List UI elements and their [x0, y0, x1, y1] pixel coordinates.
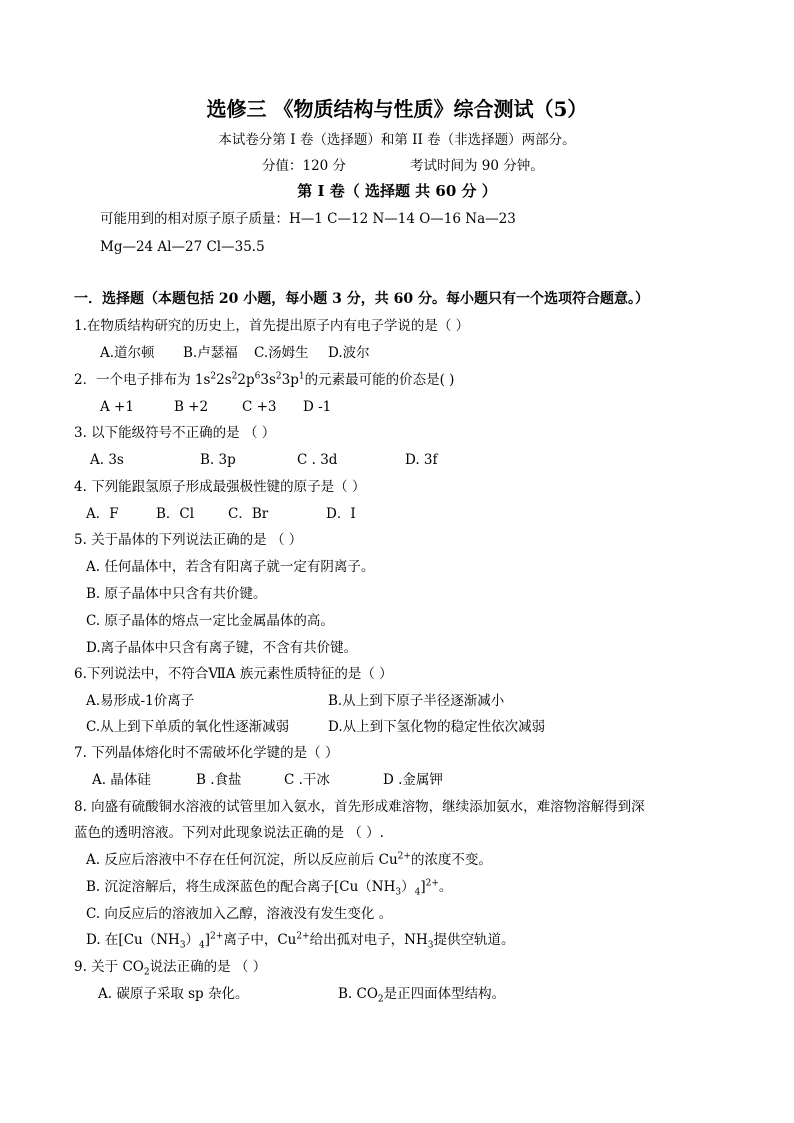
- question-3-option-d: D. 3f: [405, 452, 438, 468]
- section-one-heading: 一．选择题（本题包括 20 小题，每小题 3 分，共 60 分。每小题只有一个选项符合题意。）: [74, 291, 649, 307]
- question-6-option-b: B.从上到下原子半径逐渐减小: [328, 693, 505, 709]
- page-title: 选修三 《物质结构与性质》综合测试（5）: [206, 97, 588, 121]
- question-7-option-b: B .食盐: [196, 772, 242, 788]
- question-5-option-d: D.离子晶体中只含有离子键，不含有共价键。: [86, 640, 358, 656]
- score-info: 分值：120 分: [262, 158, 347, 174]
- question-5-option-c: C. 原子晶体的熔点一定比金属晶体的高。: [86, 613, 334, 629]
- question-9-stem: 9. 关于 $CO_2$说法正确的是 （ ）: [74, 959, 267, 978]
- question-8-stem-line2: 蓝色的透明溶液。下列对此现象说法正确的是 （ ）.: [74, 825, 384, 841]
- question-3-option-b: B. 3p: [200, 452, 236, 468]
- question-2-option-d: D -1: [303, 399, 332, 415]
- question-8-stem-line1: 8. 向盛有硫酸铜水溶液的试管里加入氨水，首先形成难溶物，继续添加氨水，难溶物溶解得到深: [74, 799, 645, 815]
- question-6-option-a: A.易形成-1价离子: [86, 693, 195, 709]
- question-2-option-b: B +2: [174, 399, 209, 415]
- question-4-option-b: B．Cl: [156, 506, 195, 522]
- question-7-option-a: A. 晶体硅: [92, 772, 151, 788]
- atomic-masses-line1: 可能用到的相对原子原子质量：H—1 C—12 N—14 O—16 Na—23: [100, 211, 516, 227]
- question-4-option-a: A．F: [86, 506, 119, 522]
- question-1-stem: 1.在物质结构研究的历史上，首先提出原子内有电子学说的是（ ）: [74, 318, 470, 334]
- question-8-option-d: D. 在$[Cu(NH_3)_4]^{2+}$离子中，$Cu^{2+}$给出孤对电子，$NH_3$提供空轨道。: [86, 931, 515, 951]
- question-4-stem: 4. 下列能跟氢原子形成最强极性键的原子是（ ）: [74, 479, 366, 495]
- question-7-stem: 7. 下列晶体熔化时不需破坏化学键的是（ ）: [74, 745, 339, 761]
- question-4-option-c: C．Br: [228, 506, 269, 522]
- question-1-option-b: B.卢瑟福: [183, 345, 238, 361]
- question-6-stem: 6.下列说法中，不符合ⅦA 族元素性质特征的是（ ）: [74, 666, 393, 682]
- question-6-option-d: D.从上到下氢化物的稳定性依次减弱: [328, 719, 546, 735]
- question-1-option-a: A.道尔顿: [100, 345, 155, 361]
- question-8-option-a: A. 反应后溶液中不存在任何沉淀，所以反应前后 $Cu^{2+}$的浓度不变。: [86, 851, 492, 868]
- question-2-option-a: A +1: [100, 399, 134, 415]
- question-3-stem: 3. 以下能级符号不正确的是 （ ）: [74, 425, 276, 441]
- question-8-option-c: C. 向反应后的溶液加入乙醇，溶液没有发生变化 。: [86, 906, 393, 922]
- paper-intro: 本试卷分第 I 卷（选择题）和第 II 卷（非选择题）两部分。: [218, 132, 576, 148]
- question-5-stem: 5. 关于晶体的下列说法正确的是 （ ）: [74, 532, 303, 548]
- part-one-heading: 第 I 卷（ 选择题 共 60 分 ）: [297, 182, 497, 200]
- question-3-option-c: C . 3d: [297, 452, 338, 468]
- question-9-option-b: B. $CO_2$是正四面体型结构。: [338, 986, 506, 1005]
- question-7-option-c: C .干冰: [284, 772, 330, 788]
- question-3-option-a: A. 3s: [90, 452, 124, 468]
- question-7-option-d: D .金属钾: [383, 772, 443, 788]
- question-9-option-a: A. 碳原子采取 sp 杂化。: [98, 986, 249, 1002]
- question-2-option-c: C +3: [242, 399, 277, 415]
- question-1-option-c: C.汤姆生: [254, 345, 309, 361]
- atomic-masses-line2: Mg—24 Al—27 Cl—35.5: [100, 239, 265, 255]
- question-5-option-b: B. 原子晶体中只含有共价键。: [86, 586, 267, 602]
- question-5-option-a: A. 任何晶体中，若含有阳离子就一定有阴离子。: [86, 559, 375, 575]
- time-info: 考试时间为 90 分钟。: [410, 158, 544, 174]
- question-2-stem: 2．一个电子排布为 $1s^22s^22p^63s^23p^1$的元素最可能的价态是( ): [74, 371, 455, 388]
- question-1-option-d: D.波尔: [328, 345, 370, 361]
- question-4-option-d: D．I: [326, 506, 356, 522]
- question-8-option-b: B. 沉淀溶解后，将生成深蓝色的配合离子$[Cu(NH_3)_4]^{2+}$。: [86, 878, 453, 898]
- question-6-option-c: C.从上到下单质的氧化性逐渐减弱: [86, 719, 290, 735]
